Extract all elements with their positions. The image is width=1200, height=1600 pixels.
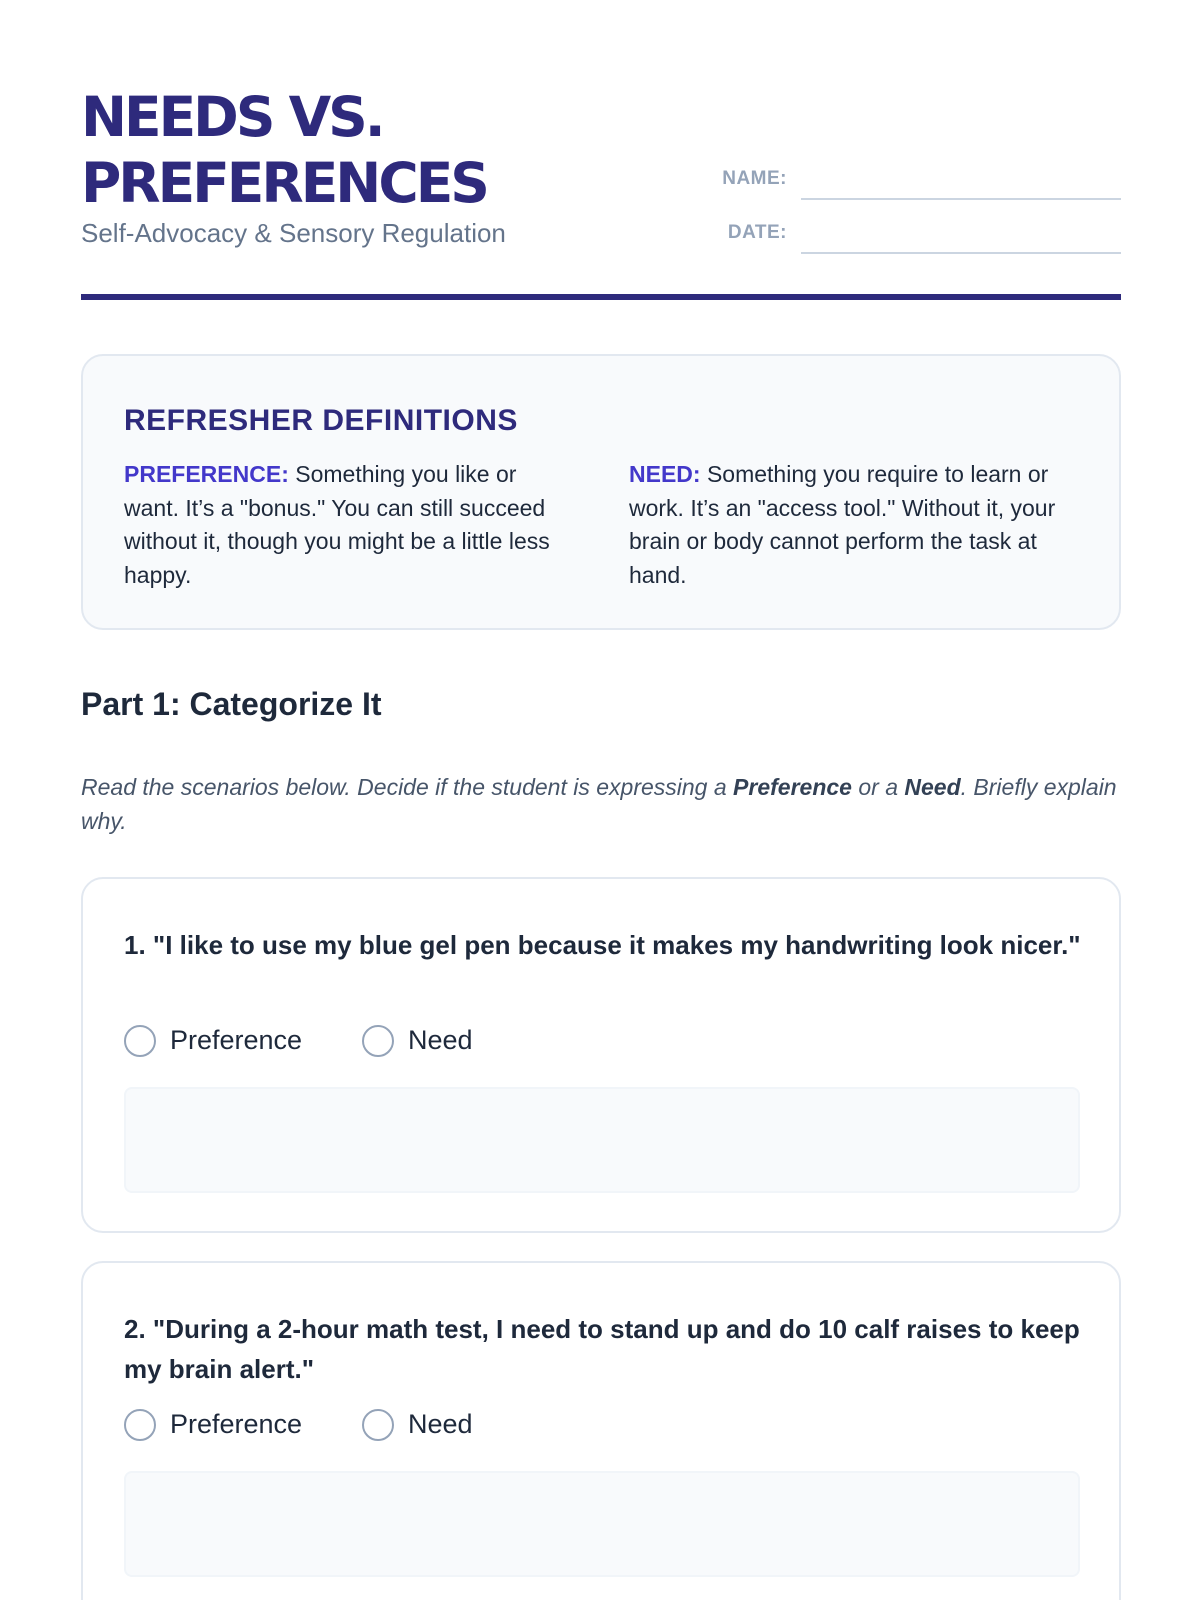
name-input[interactable] bbox=[801, 160, 1121, 200]
worksheet-header bbox=[81, 0, 1121, 302]
question-2-need-option[interactable] bbox=[362, 1407, 492, 1443]
question-card-1 bbox=[81, 877, 1121, 1233]
preference-option-label: Preference bbox=[170, 1409, 303, 1439]
question-2-text: 2. "During a 2-hour math test, I need to stand up and do 10 calf raises to keep my brain alert." bbox=[124, 1314, 1080, 1384]
need-term: NEED: bbox=[629, 461, 701, 487]
preference-definition bbox=[124, 458, 576, 592]
radio-circle-icon[interactable] bbox=[124, 1409, 156, 1441]
definitions-heading: REFRESHER DEFINITIONS bbox=[124, 404, 518, 437]
radio-circle-icon[interactable] bbox=[362, 1025, 394, 1057]
question-1-need-option[interactable] bbox=[362, 1023, 492, 1059]
instructions-need: Need bbox=[904, 774, 961, 800]
question-2-answer-field[interactable] bbox=[124, 1471, 1080, 1577]
date-label: DATE: bbox=[727, 222, 787, 243]
title-line-1: NEEDS VS. bbox=[81, 85, 383, 149]
title-line-2: PREFERENCES bbox=[81, 151, 487, 215]
preference-term: PREFERENCE: bbox=[124, 461, 289, 487]
need-option-label: Need bbox=[408, 1409, 473, 1439]
radio-circle-icon[interactable] bbox=[124, 1025, 156, 1057]
page-title bbox=[81, 84, 601, 216]
question-1-preference-option[interactable] bbox=[124, 1023, 324, 1059]
preference-text: Something you like or want. It’s a "bonus." You can still succeed without it, though you might be a little less happy. bbox=[124, 461, 550, 588]
part-1-heading: Part 1: Categorize It bbox=[81, 686, 382, 722]
instructions-text-1: Read the scenarios below. Decide if the student is expressing a bbox=[81, 774, 734, 800]
radio-circle-icon[interactable] bbox=[362, 1409, 394, 1441]
definitions-box bbox=[81, 354, 1121, 630]
part-1-instructions bbox=[81, 770, 1121, 838]
date-field-row bbox=[707, 214, 1121, 254]
question-2-preference-option[interactable] bbox=[124, 1407, 324, 1443]
header-divider bbox=[81, 294, 1121, 300]
question-card-2 bbox=[81, 1261, 1121, 1600]
question-1-answer-field[interactable] bbox=[124, 1087, 1080, 1193]
instructions-text-3: . Briefly explain why. bbox=[81, 774, 1117, 834]
date-input[interactable] bbox=[801, 214, 1121, 254]
page-subtitle: Self-Advocacy & Sensory Regulation bbox=[81, 218, 506, 248]
preference-option-label: Preference bbox=[170, 1025, 303, 1055]
worksheet-page bbox=[81, 0, 1121, 1439]
instructions-preference: Preference bbox=[733, 774, 852, 800]
name-field-row bbox=[707, 160, 1121, 200]
instructions-text-2: or a bbox=[851, 774, 905, 800]
need-text: Something you require to learn or work. It’s an "access tool." Without it, your brain or body cannot perform the task at hand. bbox=[629, 461, 1056, 588]
need-definition bbox=[629, 458, 1089, 592]
question-1-text: 1. "I like to use my blue gel pen because it makes my handwriting look nicer." bbox=[124, 930, 1081, 960]
need-option-label: Need bbox=[408, 1025, 473, 1055]
name-label: NAME: bbox=[722, 168, 787, 189]
